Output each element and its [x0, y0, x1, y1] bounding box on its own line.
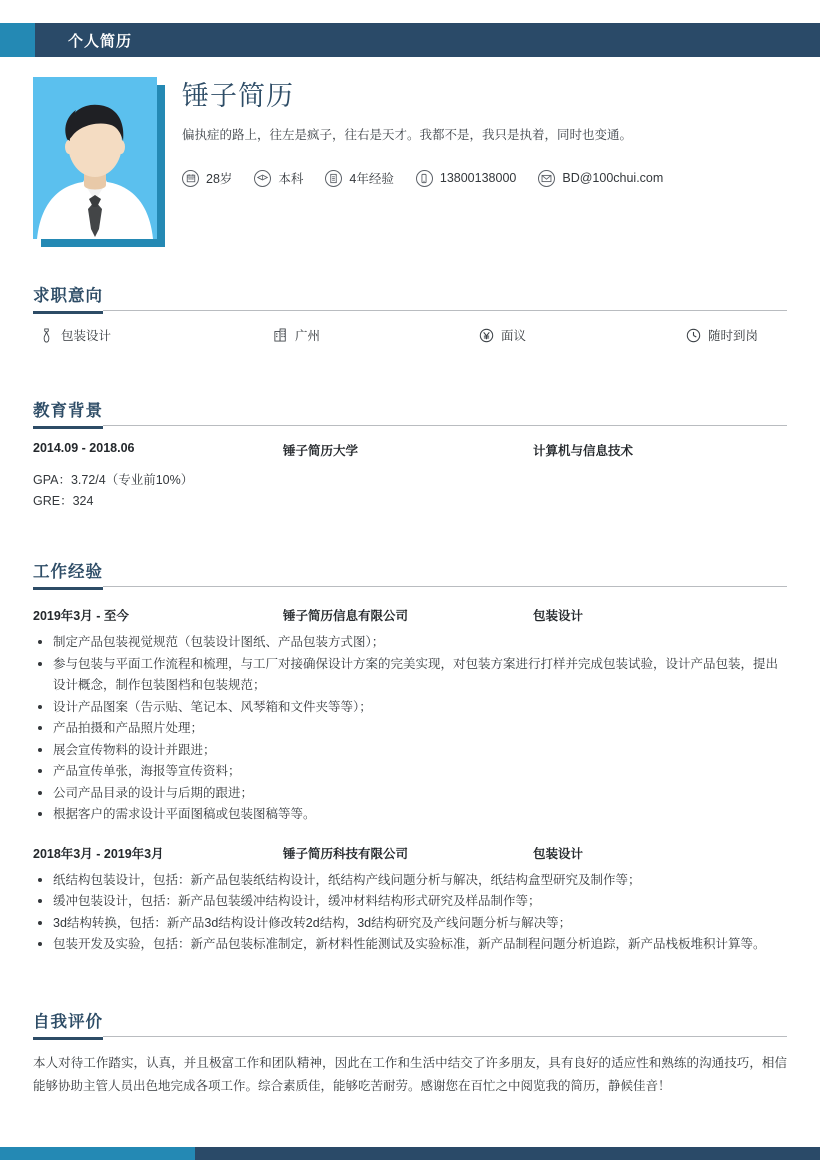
- intention-item-salary: [478, 326, 526, 344]
- clock-icon: [685, 327, 701, 343]
- contact-email-value: BD@100chui.com: [562, 171, 664, 186]
- work-position: 包装设计: [533, 846, 584, 861]
- section-education: [0, 397, 820, 511]
- page-title: 个人简历: [68, 32, 133, 50]
- intention-position-label: 包装设计: [61, 329, 112, 343]
- section-self-evaluation: [0, 1008, 820, 1098]
- avatar-photo: [33, 77, 157, 239]
- section-body: [33, 427, 787, 511]
- tie-icon: [38, 327, 54, 343]
- candidate-name: 锤子简历: [182, 81, 294, 111]
- contact-phone-value: 13800138000: [439, 171, 517, 186]
- graduation-cap-icon: [254, 170, 271, 187]
- header-accent-block: [0, 23, 35, 57]
- footer-main-block: [195, 1147, 820, 1160]
- contact-experience-value: 4年经验: [349, 172, 394, 187]
- footer-accent-block: [0, 1147, 195, 1160]
- section-work-experience: [0, 558, 820, 956]
- education-major: 计算机与信息技术: [533, 444, 634, 458]
- list-item: 包装开发及实验，包括：新产品包装标准制定，新材料性能测试及实验标准，新产品制程问题分析追踪，新产品栈板堆积计算等。: [33, 934, 787, 956]
- education-entry-header: [33, 441, 787, 461]
- list-item: 缓冲包装设计，包括：新产品包装缓冲结构设计，缓冲材料结构形式研究及样品制作等；: [33, 891, 787, 913]
- section-body: [33, 588, 787, 956]
- phone-icon: [416, 170, 433, 187]
- section-divider: [33, 425, 787, 426]
- list-item: 公司产品目录的设计与后期的跟进；: [33, 783, 787, 805]
- education-detail-gre: GRE：324: [33, 493, 94, 508]
- list-item: 产品宣传单张，海报等宣传资料；: [33, 761, 787, 783]
- list-item: 根据客户的需求设计平面图稿或包装图稿等等。: [33, 804, 787, 826]
- contact-age: [182, 169, 232, 187]
- contact-age-value: 28岁: [206, 172, 233, 187]
- portrait-avatar-icon: [33, 77, 157, 239]
- work-entry-header: [33, 606, 787, 626]
- section-header: [33, 558, 787, 588]
- education-school: 锤子简历大学: [283, 444, 359, 458]
- work-period: 2018年3月 - 2019年3月: [33, 846, 164, 861]
- work-company: 锤子简历信息有限公司: [283, 609, 409, 623]
- intention-availability-label: 随时到岗: [708, 329, 759, 343]
- self-evaluation-text: 本人对待工作踏实，认真，并且极富工作和团队精神，因此在工作和生活中结交了许多朋友，具有良好的适应性和熟练的沟通技巧，相信能够协助主管人员出色地完成各项工作。综合素质佳，能够吃苦耐劳。感谢您在百忙之中阅览我的简历，静候佳音！: [33, 1056, 787, 1094]
- education-entry: [33, 441, 787, 511]
- section-title-self-evaluation: 自我评价: [33, 1008, 103, 1040]
- section-divider: [33, 586, 787, 587]
- section-header: [33, 1008, 787, 1038]
- work-bullets: [33, 870, 787, 956]
- work-period: 2019年3月 - 至今: [33, 609, 129, 623]
- work-position: 包装设计: [533, 609, 584, 623]
- contact-row: [182, 169, 802, 187]
- intention-city-label: 广州: [295, 329, 321, 343]
- contact-education-value: 本科: [278, 172, 304, 187]
- list-item: 展会宣传物料的设计并跟进；: [33, 740, 787, 762]
- intention-item-city: [272, 326, 320, 344]
- list-item: 纸结构包装设计，包括：新产品包装纸结构设计，纸结构产线问题分析与解决，纸结构盒型研究及制作等；: [33, 870, 787, 892]
- education-details: [33, 470, 787, 511]
- contact-phone: [416, 170, 516, 187]
- education-detail-gpa: GPA：3.72/4（专业前10%）: [33, 473, 194, 487]
- building-icon: [272, 327, 288, 343]
- identity-block: [182, 80, 802, 187]
- intention-item-position: [38, 326, 111, 344]
- document-icon: [325, 170, 342, 187]
- list-item: 设计产品图案（告示贴、笔记本、风琴箱和文件夹等等）；: [33, 697, 787, 719]
- profile-section: [0, 72, 820, 247]
- work-entry-header: [33, 844, 787, 864]
- intention-item-availability: [685, 326, 758, 344]
- list-item: 3d结构转换，包括：新产品3d结构设计修改转2d结构，3d结构研究及产线问题分析与解决等；: [33, 913, 787, 935]
- section-body: [33, 1038, 787, 1098]
- work-entry: [33, 606, 787, 826]
- header-title-band: [35, 23, 820, 57]
- intention-items: [33, 326, 787, 352]
- section-title-education: 教育背景: [33, 397, 103, 429]
- yen-icon: [478, 327, 494, 343]
- section-job-intention: [0, 282, 820, 352]
- list-item: 参与包装与平面工作流程和梳理，与工厂对接确保设计方案的完美实现，对包装方案进行打样并完成包装试验，设计产品包装，提出设计概念，制作包装图档和包装规范；: [33, 654, 787, 697]
- envelope-icon: [538, 170, 555, 187]
- section-divider: [33, 310, 787, 311]
- avatar: [33, 77, 157, 239]
- contact-education: [254, 169, 303, 187]
- section-title-intention: 求职意向: [33, 282, 103, 314]
- section-header: [33, 282, 787, 312]
- section-title-work: 工作经验: [33, 558, 103, 590]
- contact-experience: [325, 169, 393, 187]
- list-item: 制定产品包装视觉规范（包装设计图纸、产品包装方式图）；: [33, 632, 787, 654]
- candidate-motto: 偏执症的路上，往左是疯子，往右是天才。我都不是，我只是执着，同时也变通。: [182, 128, 633, 143]
- page-header-bar: [0, 23, 820, 57]
- intention-salary-label: 面议: [501, 329, 527, 343]
- section-body: [33, 312, 787, 352]
- contact-email: [538, 170, 663, 187]
- section-divider: [33, 1036, 787, 1037]
- work-entry: [33, 844, 787, 956]
- education-period: 2014.09 - 2018.06: [33, 441, 135, 455]
- page-footer-bar: [0, 1147, 820, 1160]
- calendar-icon: [182, 170, 199, 187]
- list-item: 产品拍摄和产品照片处理；: [33, 718, 787, 740]
- work-bullets: [33, 632, 787, 826]
- section-header: [33, 397, 787, 427]
- work-company: 锤子简历科技有限公司: [283, 846, 409, 861]
